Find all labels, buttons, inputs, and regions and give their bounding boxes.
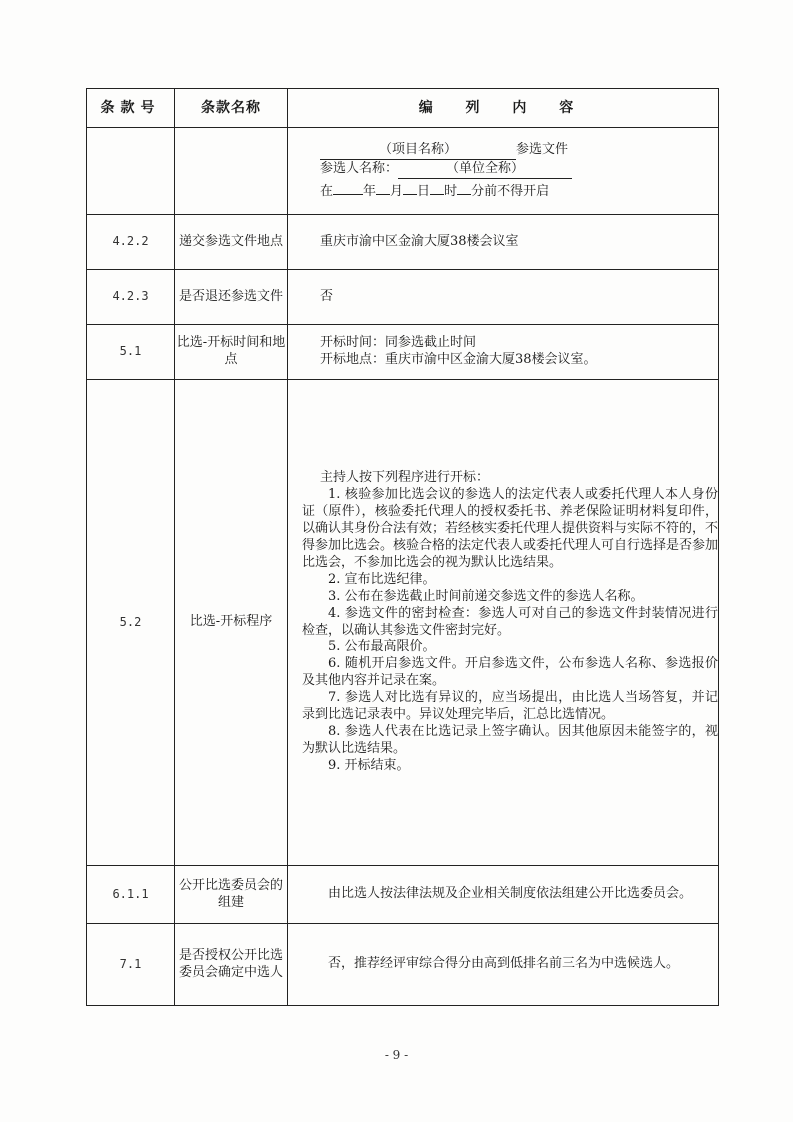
day-blank [403,179,417,195]
minute-text: 分前不得开启 [471,184,550,200]
year-label: 年 [363,184,377,200]
procedure-step: 6. 随机开启参选文件。开启参选文件，公布参选人名称、参选报价及其他内容并记录在案。 [302,656,718,689]
committee-text: 由比选人按法律法规及企业相关制度依法组建公开比选委员会。 [328,886,693,902]
table-row [87,270,719,325]
clause-number: 6.1.1 [87,866,175,924]
month-label: 月 [390,184,404,200]
clause-content [288,380,719,866]
open-time-line [320,179,718,201]
time-at-label: 在 [320,184,334,200]
clause-name: 比选-开标时间和地点 [175,325,288,380]
project-name-placeholder: （项目名称） [378,142,457,158]
clause-table [86,88,719,1006]
open-location-text: 开标地点：重庆市渝中区金渝大厦38楼会议室。 [320,352,597,367]
document-title-suffix: 参选文件 [516,142,569,158]
participant-placeholder: （单位全称） [446,161,525,177]
procedure-step: 3. 公布在参选截止时间前递交参选文件的参选人名称。 [328,588,644,604]
procedure-step: 1. 核验参加比选会议的参选人的法定代表人或委托代理人本人身份证（原件），核验委托代理人的授权委托书、养老保险证明材料复印件，以确认其身份合法有效；若经核实委托代理人提供资料与实际不符的，不得参加比选会。核验合格的法定代表人或委托代理人可自行选择是否参加比选会，不参加比选会的视为默认比选结果。 [302,487,719,570]
table-row [87,866,719,924]
clause-content [288,325,719,380]
clause-name: 是否退还参选文件 [175,270,288,325]
header-clause-number: 条款号 [87,89,175,128]
clause-name: 公开比选委员会的组建 [175,866,288,924]
clause-number: 4.2.3 [87,270,175,325]
row-name-cell [175,128,288,215]
procedure-step: 4. 参选文件的密封检查：参选人可对自己的参选文件封装情况进行检查，以确认其参选文件密封完好。 [302,605,718,638]
cover-title-line [320,141,718,160]
table-header-row [87,89,719,128]
day-label: 日 [417,184,431,200]
participant-name-blank [398,160,572,179]
minute-blank [457,179,471,195]
page-number: - 9 - [384,1048,409,1062]
clause-number: 5.2 [87,380,175,866]
row-number-cell [87,128,175,215]
procedure-step: 2. 宣布比选纪律。 [328,571,436,587]
month-blank [376,179,390,195]
hour-blank [430,179,444,195]
header-clause-name: 条款名称 [175,89,288,128]
authorization-text: 否，推荐经评审综合得分由高到低排名前三名为中选候选人。 [328,956,680,972]
cover-format-cell [288,128,719,215]
open-time-text: 开标时间：同参选截止时间 [320,335,477,351]
clause-content [288,924,719,1006]
table-row [87,380,719,866]
clause-name: 递交参选文件地点 [175,215,288,270]
clause-content [288,866,719,924]
procedure-step: 5. 公布最高限价。 [328,639,436,655]
header-content: 编 列 内 容 [288,89,719,128]
table-row [87,924,719,1006]
procedure-step: 9. 开标结束。 [328,757,410,773]
participant-line [320,160,718,179]
project-name-blank [320,141,516,160]
table-row [87,215,719,270]
clause-number: 5.1 [87,325,175,380]
procedure-step: 8. 参选人代表在比选记录上签字确认。因其他原因未能签字的，视为默认比选结果。 [302,723,718,756]
participant-label: 参选人名称： [320,161,399,177]
year-blank [333,179,363,195]
clause-content: 否 [288,270,719,325]
table-row [87,325,719,380]
clause-name: 比选-开标程序 [175,380,288,866]
clause-number: 7.1 [87,924,175,1006]
procedure-step: 7. 参选人对比选有异议的，应当场提出，由比选人当场答复，并记录到比选记录表中。异议处理完毕后，汇总比选情况。 [302,690,718,722]
clause-number: 4.2.2 [87,215,175,270]
clause-name: 是否授权公开比选委员会确定中选人 [175,924,288,1006]
hour-label: 时 [444,184,458,200]
procedure-intro: 主持人按下列程序进行开标： [320,470,490,486]
clause-content: 重庆市渝中区金渝大厦38楼会议室 [288,215,719,270]
table-row-cover [87,128,719,215]
